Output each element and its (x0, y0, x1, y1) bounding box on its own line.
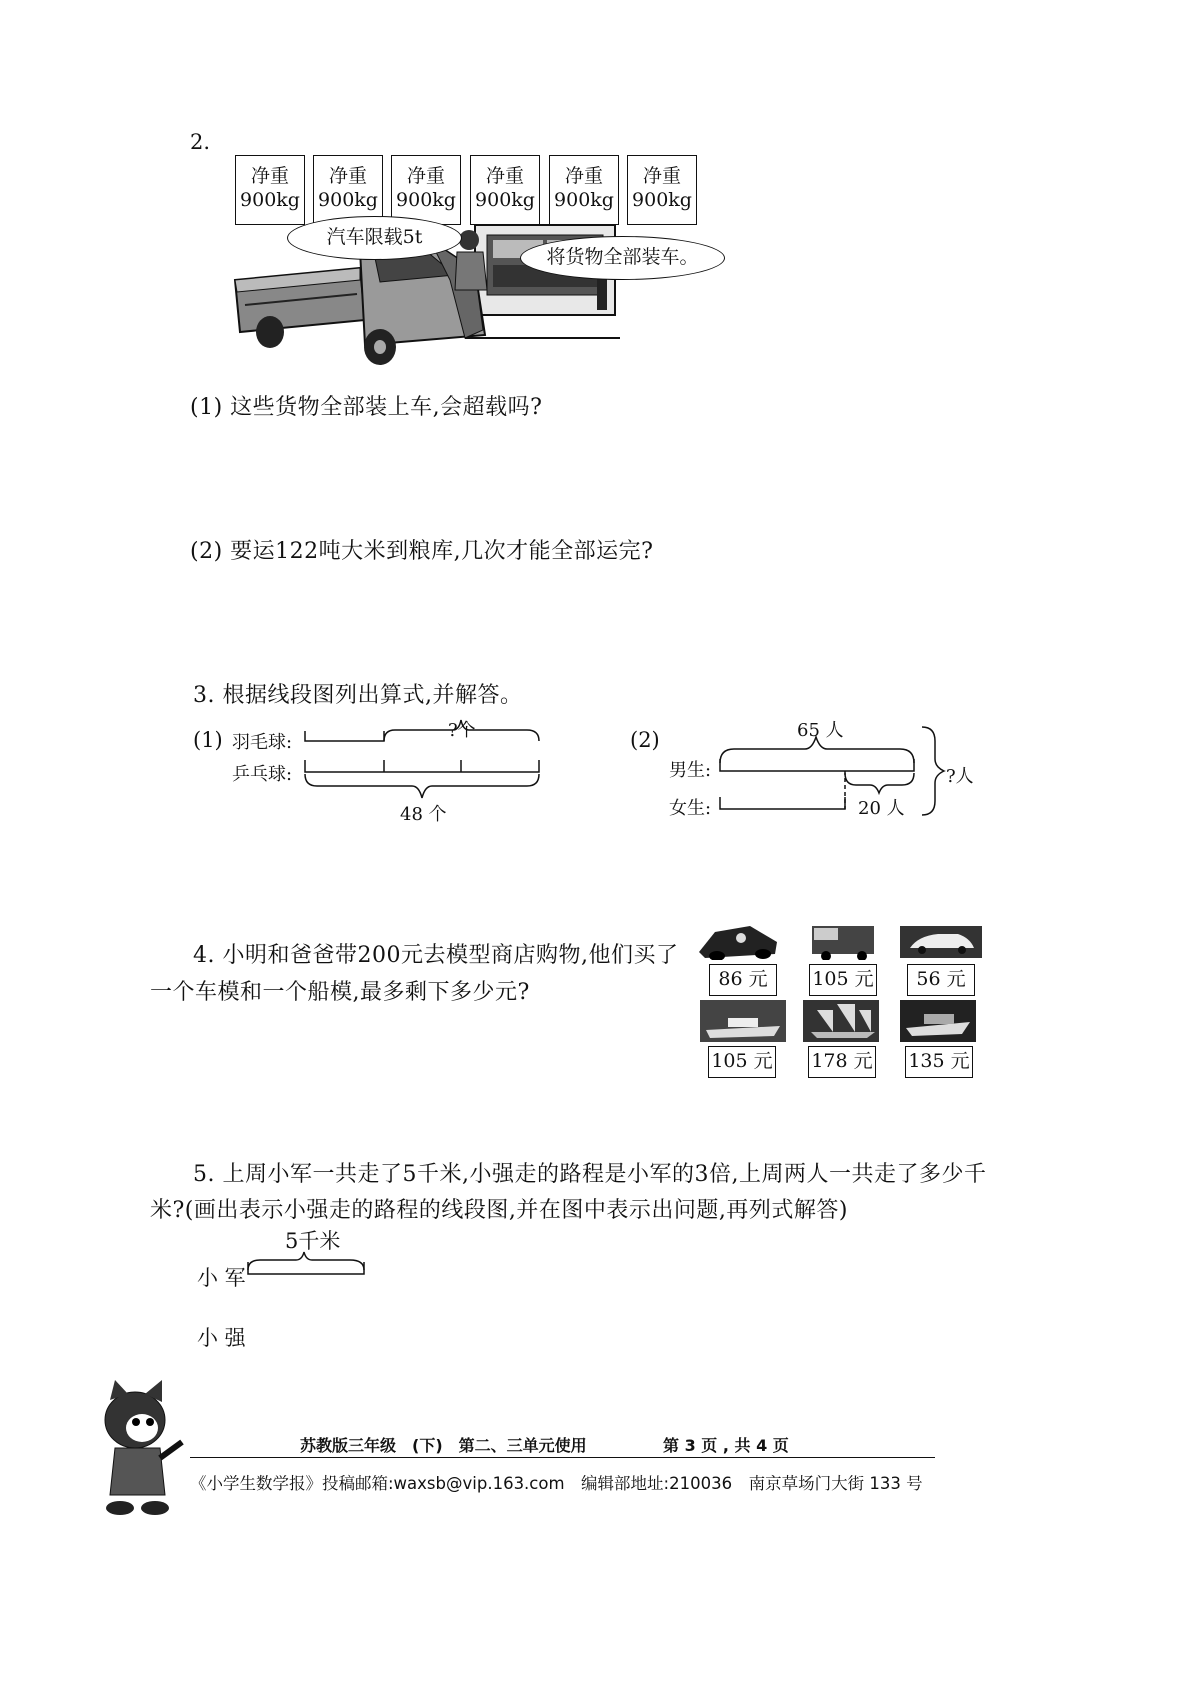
q2-number: 2. (190, 130, 211, 154)
q3-part2-diff-label: 20 人 (858, 798, 905, 819)
brace-difference (845, 773, 914, 793)
weight-box-value: 900kg (554, 189, 614, 211)
speech-bubble-load-all: 将货物全部装车。 (520, 236, 725, 280)
weight-box-label: 净重 (485, 165, 524, 187)
cartoon-cat-mascot (70, 1380, 200, 1530)
price-tag-ship: 105 元 (708, 1046, 776, 1078)
q5-row1-label: 小 军 (197, 1266, 246, 1290)
weight-box-1 (235, 155, 305, 225)
brace-right-total (922, 727, 944, 815)
weight-box-value: 900kg (318, 189, 378, 211)
weight-box-5 (549, 155, 619, 225)
price-tag-cruise-ship: 135 元 (905, 1046, 973, 1078)
weight-box-label: 净重 (328, 165, 367, 187)
weight-box-4 (470, 155, 540, 225)
q3-part1-label: (1) (193, 728, 223, 752)
footer-rule (190, 1457, 935, 1458)
footer-contact: 《小学生数学报》投稿邮箱:waxsb@vip.163.com 编辑部地址:210036 南京草场门大街 133 号 (190, 1474, 923, 1493)
weight-box-3 (391, 155, 461, 225)
cruise-ship-model-icon (900, 1000, 986, 1042)
q3-part2-row1-label: 男生: (669, 760, 712, 781)
q4-line1: 4. 小明和爸爸带200元去模型商店购物,他们买了 (193, 943, 679, 968)
brace-total (305, 774, 539, 798)
ship-model-icon (700, 1000, 786, 1042)
footer-page-number: 第 3 页 , 共 4 页 (663, 1436, 789, 1455)
q3-part2-diagram (710, 705, 980, 820)
q3-part2-top-brace-label: 65 人 (797, 720, 844, 741)
q3-part1-top-brace-label: ?个 (448, 720, 476, 741)
weight-box-6 (627, 155, 697, 225)
weight-box-value: 900kg (396, 189, 456, 211)
sedan-model-icon (898, 918, 984, 960)
sailing-ship-model-icon (803, 1000, 889, 1042)
price-tag-race-car: 86 元 (709, 964, 777, 996)
price-tag-sailing-ship: 178 元 (808, 1046, 876, 1078)
brace-xiaojun (248, 1252, 364, 1270)
q3-part2-side-label: ?人 (946, 766, 974, 787)
q3-title: 3. 根据线段图列出算式,并解答。 (193, 683, 523, 708)
q4-line2: 一个车模和一个船模,最多剩下多少元? (150, 980, 530, 1005)
q3-part1-row2-label: 乒乓球: (232, 764, 293, 785)
q5-line2: 米?(画出表示小强走的路程的线段图,并在图中表示出问题,再列式解答) (150, 1198, 848, 1223)
q3-part2-row2-label: 女生: (669, 798, 712, 819)
weight-box-2 (313, 155, 383, 225)
race-car-model-icon (695, 918, 781, 960)
segment-badminton (305, 731, 384, 741)
price-tag-truck: 105 元 (809, 964, 877, 996)
q2-sub2: (2) 要运122吨大米到粮库,几次才能全部运完? (190, 539, 654, 564)
speech-bubble-truck-limit: 汽车限载5t (287, 216, 462, 260)
footer-edition: 苏教版三年级 (下) 第二、三单元使用 (300, 1436, 587, 1455)
q5-row2-label: 小 强 (197, 1326, 246, 1350)
q5-line1: 5. 上周小军一共走了5千米,小强走的路程是小军的3倍,上周两人一共走了多少千 (193, 1162, 987, 1187)
price-tag-sedan: 56 元 (907, 964, 975, 996)
segment-boys (720, 759, 914, 771)
truck-model-icon (800, 918, 886, 960)
weight-box-value: 900kg (632, 189, 692, 211)
weight-box-label: 净重 (642, 165, 681, 187)
segment-girls (720, 797, 845, 809)
q3-part2-label: (2) (630, 728, 660, 752)
q3-part1-row1-label: 羽毛球: (232, 732, 293, 753)
weight-box-label: 净重 (406, 165, 445, 187)
q5-diagram (240, 1240, 375, 1280)
q5-brace-label: 5千米 (285, 1229, 341, 1253)
weight-box-label: 净重 (564, 165, 603, 187)
weight-box-value: 900kg (475, 189, 535, 211)
q2-sub1: (1) 这些货物全部装上车,会超载吗? (190, 395, 543, 420)
segment-xiaojun (248, 1262, 364, 1274)
weight-box-label: 净重 (250, 165, 289, 187)
weight-box-value: 900kg (240, 189, 300, 211)
q3-part1-bottom-brace-label: 48 个 (400, 804, 447, 825)
segment-table-tennis (305, 760, 539, 772)
